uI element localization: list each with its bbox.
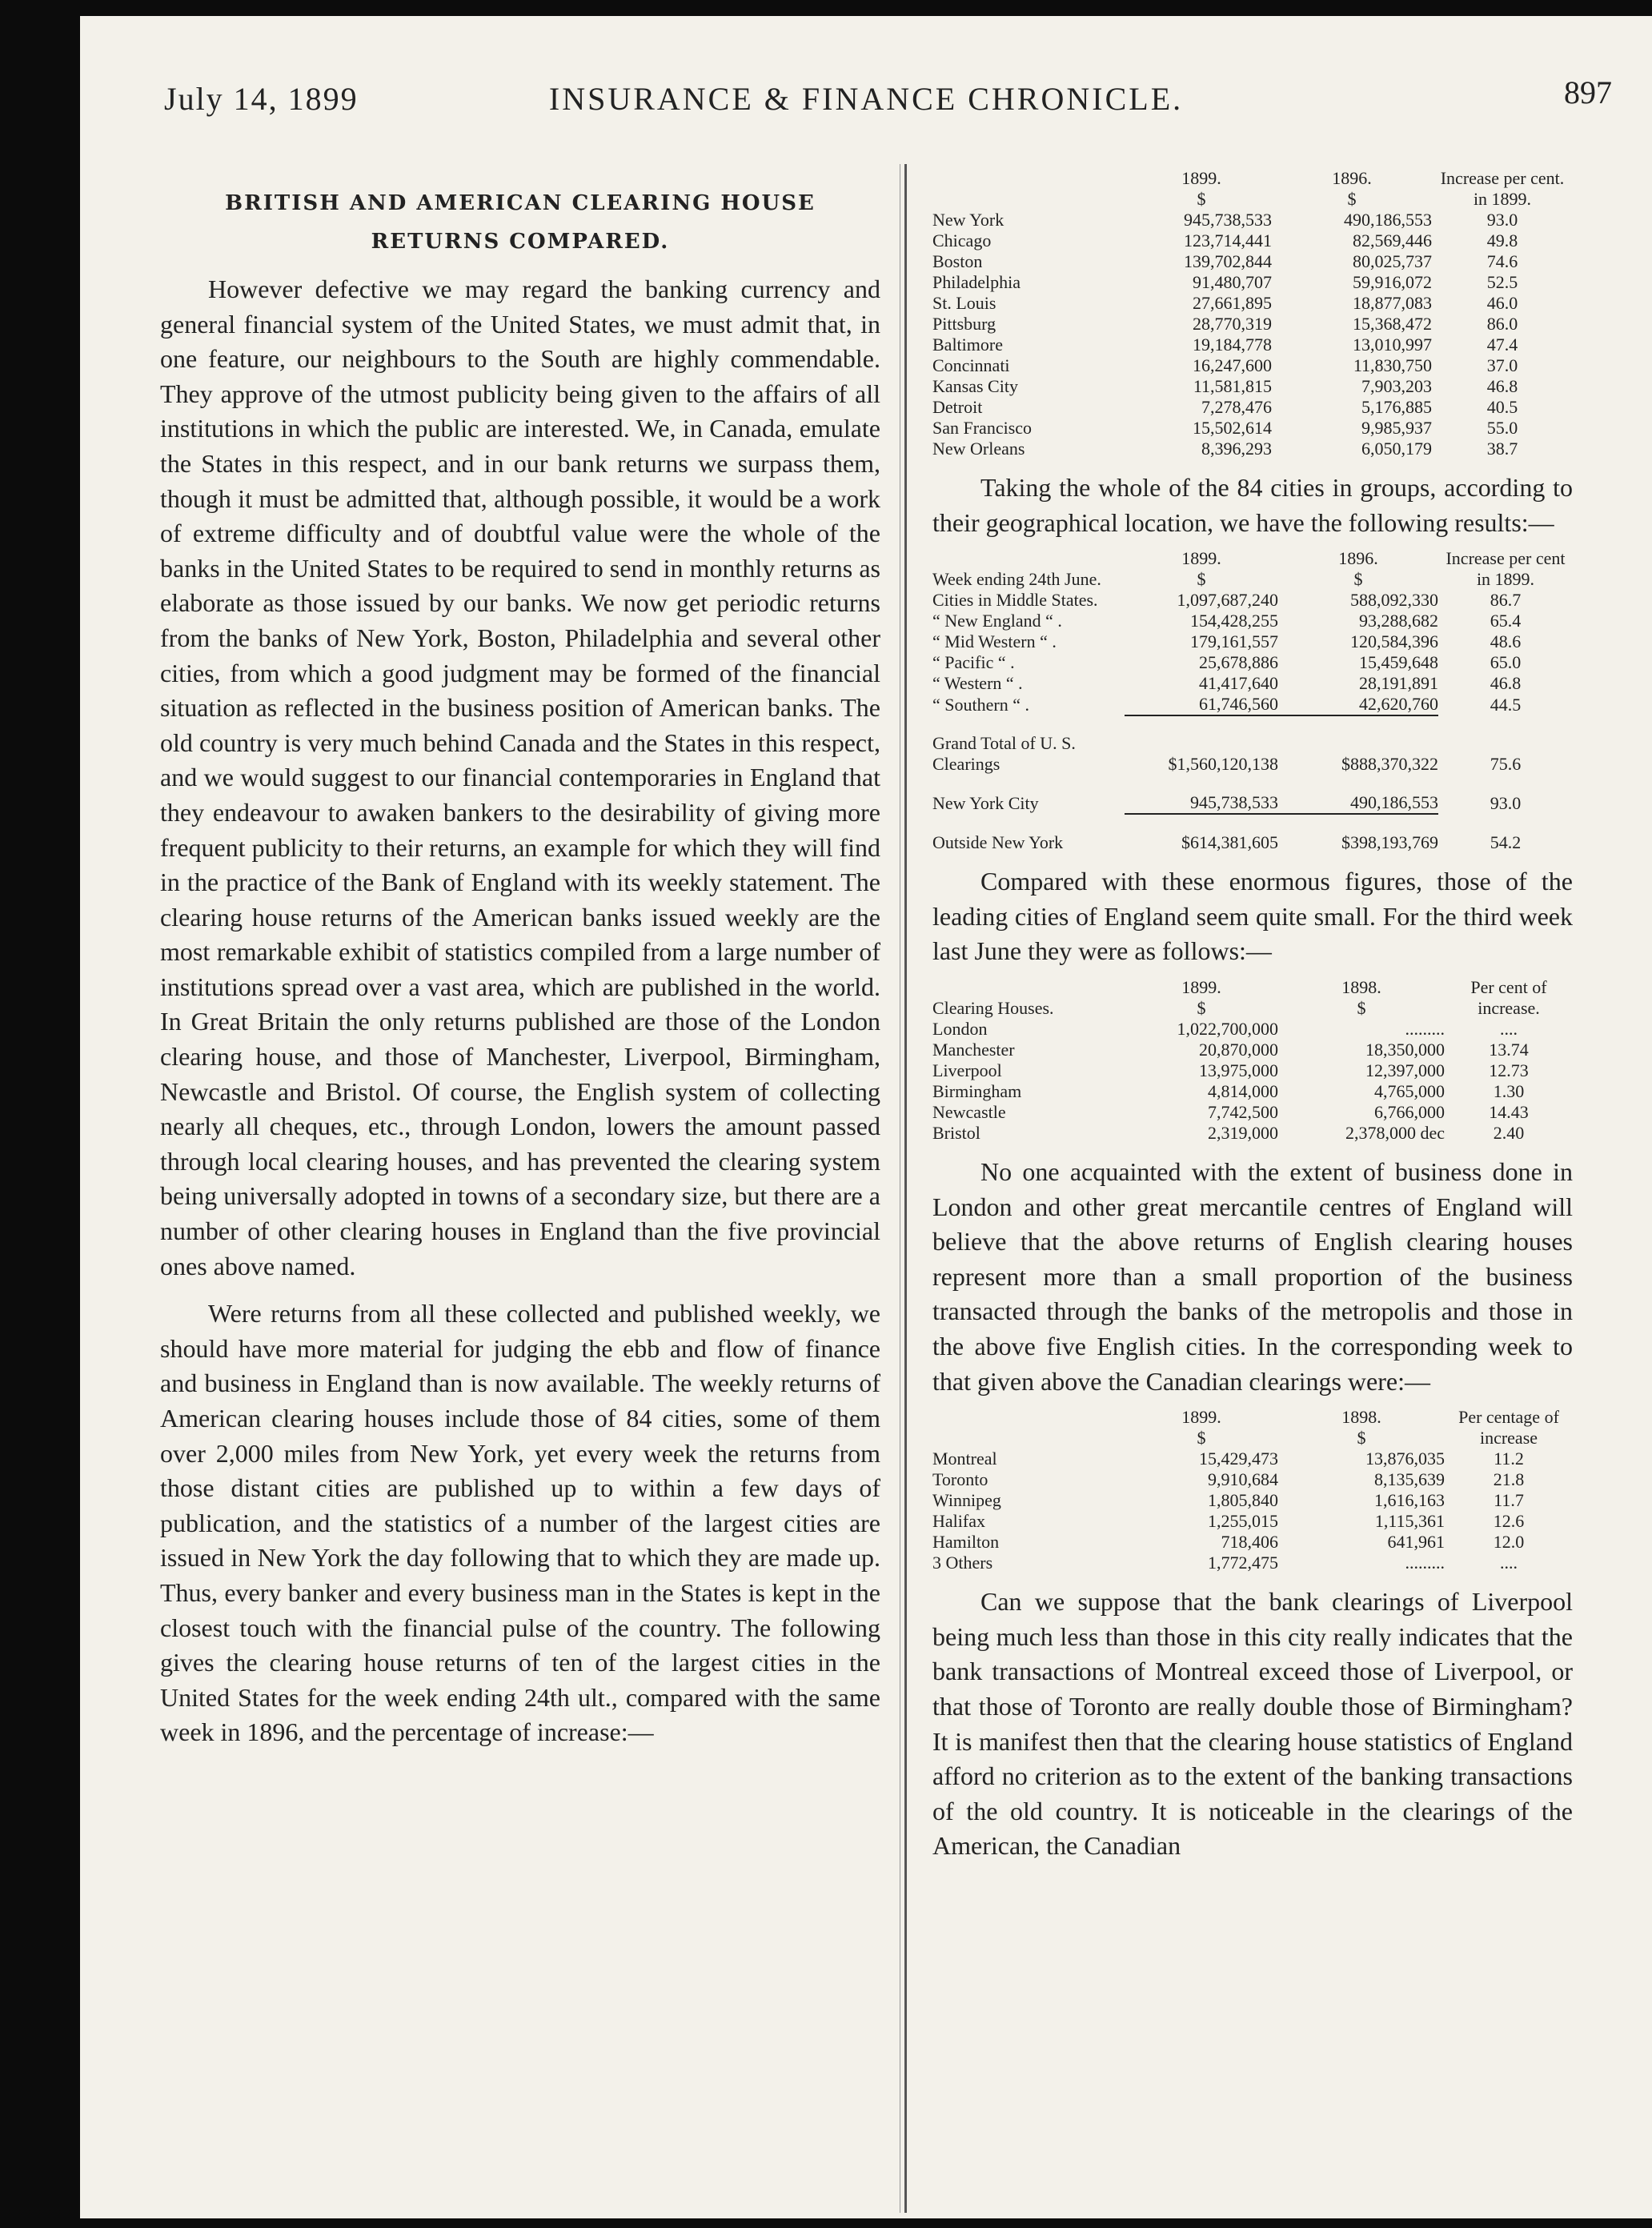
- table-cell: 1,616,163: [1374, 1490, 1445, 1511]
- right-paragraph-4: Can we suppose that the bank clearings of Liverpool being much less than those in this city really indicates that the bank transactions of Montreal exceed those of Liverpool, or that those of Toronto are really double those of Birmingham? It is manifest then that the clearing house statistics of England afford no criterion as to the extent of the banking transactions of the old country. It is noticeable in the clearings of the American, the Canadian: [932, 1587, 1573, 1861]
- table-cell: 18,877,083: [1353, 293, 1432, 313]
- table-cell: Liverpool: [932, 1060, 1002, 1080]
- table-cell: Newcastle: [932, 1101, 1006, 1122]
- table-row: [932, 673, 1573, 694]
- col-header: 1898.: [1341, 1407, 1381, 1428]
- table-cell: Chicago: [932, 230, 992, 250]
- table-cell: 3 Others: [932, 1553, 993, 1573]
- table-cell: Manchester: [932, 1039, 1015, 1060]
- table-cell: 47.4: [1486, 335, 1518, 355]
- table-cell: 5,176,885: [1361, 397, 1432, 417]
- table-cell: San Francisco: [932, 418, 1032, 438]
- table-row: [932, 1102, 1573, 1123]
- col-header: Increase per cent in 1899.: [1446, 548, 1566, 590]
- table-row: [932, 1060, 1573, 1081]
- table-cell: 120,584,396: [1350, 631, 1438, 652]
- table-cell: 86.0: [1486, 314, 1518, 334]
- table-row: [932, 1081, 1573, 1102]
- table-row: [932, 1019, 1573, 1040]
- table-cell: 12.0: [1493, 1532, 1525, 1553]
- table-row: [932, 376, 1573, 397]
- table-cell: “ Pacific “ .: [932, 652, 1015, 673]
- table-cell: 15,459,648: [1359, 652, 1438, 673]
- table-cell: 1,115,361: [1374, 1511, 1445, 1532]
- us-groups-table: Week ending 24th June. 1899. $ 1896. $ Increase per cent in 1899. Cities in Middle States. 1,097,687,240 588,092,330 86.7 “ New England “ . 154,428,255 93,288,682 65.4 “ Mid Western “ . 179,161,557 120,584,396 48.6 “ Pacific “ . 25,678,886 15,459,648 65.0 “ Western “ . 41,417,640 28,191,891 46.8 “ Southern “ . 61,746,560 42,620,760 44.5 Grand Total of U. S. Clearings $1,560,120,138 $888,370,322 75.6 New York City 945,738,533 490,186,553 93.0 Outside New York $614,381,605 $398,193,769 54.2: [932, 548, 1573, 853]
- table-cell: Outside New York: [932, 831, 1064, 852]
- col-header: Clearing Houses.: [932, 997, 1054, 1018]
- col-header: 1899.: [1181, 1407, 1221, 1428]
- col-header: 1896.: [1338, 548, 1378, 569]
- table-cell: 945,738,533: [1184, 210, 1272, 230]
- col-header: Per cent of increase.: [1470, 976, 1547, 1018]
- table-cell: 15,368,472: [1353, 314, 1432, 334]
- table-cell: “ Mid Western “ .: [932, 631, 1057, 652]
- table-cell: “ Western “ .: [932, 673, 1023, 694]
- table-row: [932, 631, 1573, 652]
- table-cell: $398,193,769: [1278, 814, 1438, 853]
- table-row: [932, 355, 1573, 376]
- table-row: [932, 1490, 1573, 1511]
- table-cell: 75.6: [1490, 754, 1522, 775]
- table-cell: 80,025,737: [1353, 251, 1432, 271]
- table-cell: Toronto: [932, 1469, 988, 1490]
- table-cell: 12,397,000: [1365, 1060, 1445, 1080]
- table-cell: 28,770,319: [1193, 314, 1272, 334]
- table-cell: 19,184,778: [1193, 335, 1272, 355]
- table-cell: 37.0: [1486, 355, 1518, 375]
- table-cell: 15,502,614: [1193, 418, 1272, 438]
- table-cell: 40.5: [1486, 397, 1518, 417]
- table-cell: 11.2: [1494, 1449, 1524, 1469]
- table-cell: 718,406: [1221, 1532, 1278, 1553]
- table-cell: Concinnati: [932, 355, 1010, 375]
- table-row: [932, 230, 1573, 251]
- right-column: [932, 168, 1573, 1872]
- article-paragraph-2: Were returns from all these collected and published weekly, we should have more material for judging the ebb and flow of finance and business in England than is now available. The weekly returns of American clearing houses include those of 84 cities, some of them over 2,000 miles from New York, yet every week the returns from those distant cities are published up to within a few days of publication, and the statistics of a number of the largest cities are issued in New York the day following that to which they are made up. Thus, every banker and every business man in the States is kept in the closest touch with the financial pulse of the country. The following gives the clearing house returns of ten of the largest cities in the United States for the week ending 24th ult., compared with the same week in 1896, and the percentage of increase:—: [160, 1299, 880, 1747]
- col-header: Week ending 24th June.: [932, 569, 1101, 590]
- col-header: 1896.: [1332, 168, 1372, 188]
- table-cell: Boston: [932, 251, 983, 271]
- table-row: [932, 1511, 1573, 1532]
- table-cell: “ New England “ .: [932, 611, 1062, 631]
- table-cell: Detroit: [932, 397, 983, 417]
- table-cell: 11,830,750: [1353, 355, 1432, 375]
- table-cell: 12.6: [1493, 1511, 1525, 1532]
- table-cell: 2,319,000: [1208, 1122, 1278, 1143]
- article-paragraph-1: However defective we may regard the banking currency and general financial system of the United States, we must admit that, in one feature, our neighbours to the South are highly commendable. They approve of the utmost publicity being given to the affairs of all institutions in which the public are interested. We, in Canada, emulate the States in this respect, and in our bank returns we surpass them, though it must be admitted that, although possible, it would be a work of extreme difficulty and of doubtful value were the whole of the banks in the United States to be required to send in monthly returns as elaborate as those issued by our banks. We now get periodic returns from the banks of New York, Boston, Philadelphia and several other cities, from which a good judgment may be formed of the financial situation as reflected in the business position of American banks. The old country is very much behind Canada and the States in this respect, and we would suggest to our financial contemporaries in England that they endeavour to awaken bankers to the desirability of giving more frequent publicity to their returns, an example for which they will find in the practice of the Bank of England with its weekly statement. The clearing house returns of the American banks issued weekly are the most remarkable exhibit of statistics compiled from a large number of institutions spread over a vast area, which are published in the world. In Great Britain the only returns published are those of the London clearing house, and those of Manchester, Liverpool, Birmingham, Newcastle and Bristol. Of course, the English system of collecting nearly all cheques, etc., through London, lowers the amount passed through local clearing houses, and has prevented the clearing system being universally adopted in towns of a secondary size, but there are a number of other clearing houses in England than the five provincial ones above named.: [160, 274, 880, 1280]
- table-cell: “ Southern “ .: [932, 694, 1029, 715]
- table-cell: Winnipeg: [932, 1490, 1001, 1511]
- table-cell: 588,092,330: [1350, 590, 1438, 611]
- table-row: [932, 397, 1573, 418]
- page-number: 897: [1564, 74, 1612, 110]
- table-row: [932, 272, 1573, 293]
- page-header: [80, 74, 1652, 128]
- right-paragraph-3: No one acquainted with the extent of business done in London and other great mercantile centres of England will believe that the above returns of English clearing houses represent more than a small proportion of the business transacted through the banks of the metropolis and those in the above five English cities. In the corresponding week to that given above the Canadian clearings were:—: [932, 1156, 1573, 1396]
- grand-total-row: [932, 715, 1573, 775]
- col-header: Per centage of increase: [1458, 1407, 1559, 1449]
- table-cell: 13,010,997: [1353, 335, 1432, 355]
- table-cell: 20,870,000: [1199, 1039, 1278, 1060]
- table-cell: Montreal: [932, 1449, 997, 1469]
- table-cell: New York City: [932, 792, 1039, 813]
- table-row: [932, 652, 1573, 673]
- table-cell: Halifax: [932, 1511, 985, 1532]
- table-cell: 82,569,446: [1353, 230, 1432, 250]
- table-cell: 1,097,687,240: [1177, 590, 1278, 611]
- table-row: [932, 694, 1573, 715]
- table-row: [932, 251, 1573, 272]
- table-cell: 641,961: [1387, 1532, 1445, 1553]
- table-cell: 1,772,475: [1208, 1553, 1278, 1573]
- table-row: [932, 210, 1573, 230]
- issue-date: July 14, 1899: [164, 81, 359, 117]
- article-title-line1: BRITISH AND AMERICAN CLEARING HOUSE: [225, 191, 816, 215]
- table-cell: 28,191,891: [1359, 673, 1438, 694]
- table-cell: 65.0: [1490, 652, 1522, 673]
- table-cell: 86.7: [1490, 590, 1522, 611]
- right-paragraph-2: Compared with these enormous figures, those of the leading cities of England seem quite small. For the third week last June they were as follows:—: [932, 867, 1573, 966]
- table-cell: 15,429,473: [1199, 1449, 1278, 1469]
- table-cell: 1,255,015: [1208, 1511, 1278, 1532]
- left-column: [160, 184, 880, 1750]
- table-cell: Pittsburg: [932, 314, 996, 334]
- table-cell: .........: [1405, 1018, 1445, 1039]
- canada-table: 1899. $ 1898. $ Per centage of increase Montreal 15,429,473 13,876,035 11.2 Toronto 9,910,684 8,135,639 21.8 Winnipeg 1,805,840 1,616,163 11.7 Halifax 1,255,015 1,115,361 12.6 Hamilton 718,406 641,961 12.0 3 Others 1,772,475 ......... ....: [932, 1407, 1573, 1573]
- journal-title: INSURANCE & FINANCE CHRONICLE.: [548, 81, 1184, 117]
- table-cell: 61,746,560: [1199, 694, 1278, 715]
- table-cell: Baltimore: [932, 335, 1003, 355]
- table-cell: Kansas City: [932, 376, 1018, 396]
- outside-nyc-row: [932, 814, 1573, 853]
- table-cell: 4,814,000: [1208, 1080, 1278, 1101]
- table-cell: 7,903,203: [1361, 376, 1432, 396]
- table-row: [932, 1532, 1573, 1553]
- table-cell: London: [932, 1018, 988, 1039]
- table-cell: 490,186,553: [1350, 792, 1438, 813]
- table-cell: 8,396,293: [1201, 439, 1272, 459]
- table-cell: 13,876,035: [1365, 1449, 1445, 1469]
- table-cell: 54.2: [1490, 831, 1522, 852]
- table-cell: 179,161,557: [1190, 631, 1278, 652]
- table-cell: 9,985,937: [1361, 418, 1432, 438]
- table-cell: 93.0: [1490, 792, 1522, 813]
- table-cell: 44.5: [1490, 694, 1522, 715]
- table-cell: $614,381,605: [1125, 814, 1278, 853]
- table-cell: 14.43: [1489, 1101, 1529, 1122]
- table-row: [932, 1040, 1573, 1060]
- table-row: [932, 1553, 1573, 1573]
- table-cell: 8,135,639: [1374, 1469, 1445, 1490]
- table-cell: 4,765,000: [1374, 1080, 1445, 1101]
- table-cell: 1,805,840: [1208, 1490, 1278, 1511]
- table-cell: 6,766,000: [1374, 1101, 1445, 1122]
- col-header: Increase per cent. in 1899.: [1440, 168, 1565, 209]
- table-cell: 49.8: [1486, 230, 1518, 250]
- table-cell: 154,428,255: [1190, 611, 1278, 631]
- table-cell: 7,742,500: [1208, 1101, 1278, 1122]
- table-cell: 11,581,815: [1193, 376, 1272, 396]
- table-cell: 139,702,844: [1184, 251, 1272, 271]
- table-cell: $1,560,120,138: [1125, 715, 1278, 775]
- table-cell: 41,417,640: [1199, 673, 1278, 694]
- table-cell: 52.5: [1486, 272, 1518, 292]
- table-row: [932, 1123, 1573, 1144]
- table-cell: 9,910,684: [1208, 1469, 1278, 1490]
- table-cell: 11.7: [1494, 1490, 1524, 1511]
- table-cell: Birmingham: [932, 1080, 1022, 1101]
- table-row: [932, 611, 1573, 631]
- table-cell: $888,370,322: [1278, 715, 1438, 775]
- table-cell: 13,975,000: [1199, 1060, 1278, 1080]
- article-title-line2: RETURNS COMPARED.: [371, 230, 670, 254]
- table-cell: 38.7: [1486, 439, 1518, 459]
- table-cell: Cities in Middle States.: [932, 590, 1098, 611]
- table-row: [932, 335, 1573, 355]
- col-header: 1899.: [1181, 548, 1221, 569]
- table-cell: 123,714,441: [1184, 230, 1272, 250]
- table-row: [932, 439, 1573, 459]
- col-header: 1899.: [1181, 976, 1221, 997]
- table-cell: 2.40: [1493, 1122, 1525, 1143]
- table-cell: 945,738,533: [1190, 792, 1278, 813]
- us-cities-table: 1899. $ 1896. $ Increase per cent. in 1899. New York 945,738,533 490,186,553 93.0 Chicago 123,714,441 82,569,446 49.8 Boston 139,702,844 80,025,737 74.6 Philadelphia 91,480,707 59,916,072 52.5 St. Louis 27,661,895 18,877,083 46.0 Pittsburg 28,770,319 15,368,472 86.0 Baltimore 19,184,778 13,010,997 47.4 Concinnati 16,247,600 11,830,750 37.0 Kansas City 11,581,815 7,903,203 46.8 Detroit 7,278,476 5,176,885 40.5 San Francisco 15,502,614 9,985,937 55.0 New Orleans 8,396,293 6,050,179 38.7: [932, 168, 1573, 459]
- table-row: [932, 314, 1573, 335]
- col-header: 1898.: [1341, 976, 1381, 997]
- table-cell: 1,022,700,000: [1177, 1018, 1278, 1039]
- table-row: [932, 1469, 1573, 1490]
- table-cell: ....: [1500, 1553, 1518, 1573]
- table-cell: New York: [932, 210, 1004, 230]
- table-row: [932, 293, 1573, 314]
- table-cell: 7,278,476: [1201, 397, 1272, 417]
- table-cell: 1.30: [1493, 1080, 1525, 1101]
- table-row: [932, 590, 1573, 611]
- table-cell: 46.8: [1490, 673, 1522, 694]
- table-cell: Philadelphia: [932, 272, 1020, 292]
- table-cell: 93,288,682: [1359, 611, 1438, 631]
- nyc-row: [932, 775, 1573, 814]
- table-cell: 490,186,553: [1344, 210, 1432, 230]
- table-cell: 27,661,895: [1193, 293, 1272, 313]
- table-cell: 12.73: [1489, 1060, 1529, 1080]
- table-cell: 55.0: [1486, 418, 1518, 438]
- right-paragraph-1: Taking the whole of the 84 cities in groups, according to their geographical location, we have the following results:—: [932, 473, 1573, 537]
- table-cell: 42,620,760: [1359, 694, 1438, 715]
- table-cell: 16,247,600: [1193, 355, 1272, 375]
- column-rule: [904, 164, 907, 2213]
- table-cell: 59,916,072: [1353, 272, 1432, 292]
- table-cell: Bristol: [932, 1122, 980, 1143]
- table-row: [932, 1449, 1573, 1469]
- table-cell: 91,480,707: [1193, 272, 1272, 292]
- table-cell: 65.4: [1490, 611, 1522, 631]
- table-row: [932, 418, 1573, 439]
- table-cell: 48.6: [1490, 631, 1522, 652]
- england-table: Clearing Houses. 1899. $ 1898. $ Per cent of increase. London 1,022,700,000 ......... .... Manchester 20,870,000 18,350,000 13.74 Liverpool 13,975,000 12,397,000 12.73 Birmingham 4,814,000 4,765,000 1.30 Newcastle 7,742,500 6,766,000 14.43 Bristol 2,319,000 2,378,000 dec 2.40: [932, 977, 1573, 1144]
- col-header: 1899.: [1181, 168, 1221, 188]
- table-cell: 2,378,000 dec: [1345, 1122, 1445, 1143]
- table-cell: 6,050,179: [1361, 439, 1432, 459]
- table-cell: New Orleans: [932, 439, 1025, 459]
- table-cell: ....: [1500, 1018, 1518, 1039]
- table-cell: Grand Total of U. S. Clearings: [932, 733, 1076, 775]
- table-cell: 18,350,000: [1365, 1039, 1445, 1060]
- table-cell: 46.8: [1486, 376, 1518, 396]
- newspaper-page: [80, 16, 1652, 2218]
- table-cell: St. Louis: [932, 293, 996, 313]
- table-cell: 25,678,886: [1199, 652, 1278, 673]
- table-cell: 13.74: [1489, 1039, 1529, 1060]
- table-cell: 93.0: [1486, 210, 1518, 230]
- table-cell: Hamilton: [932, 1532, 1000, 1553]
- table-cell: 21.8: [1493, 1469, 1525, 1490]
- table-cell: 46.0: [1486, 293, 1518, 313]
- table-cell: 74.6: [1486, 251, 1518, 271]
- table-cell: .........: [1405, 1553, 1445, 1573]
